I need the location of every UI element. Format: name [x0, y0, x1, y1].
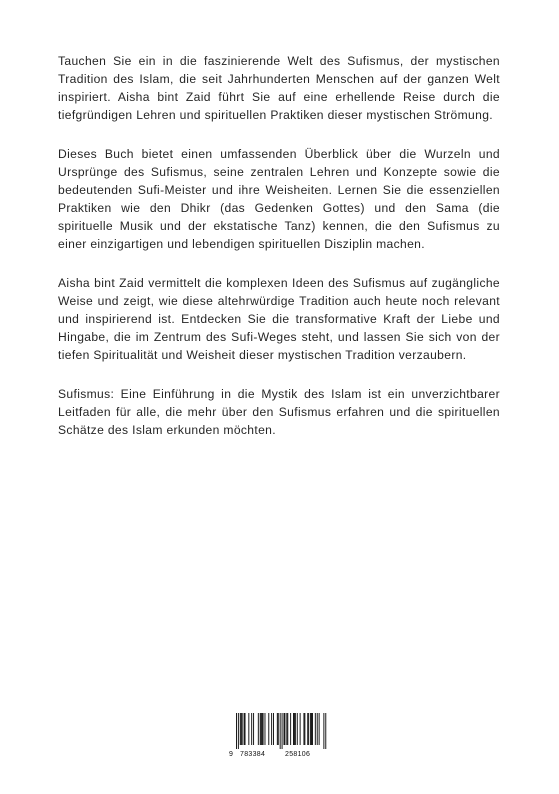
- barcode-bar: [273, 713, 274, 745]
- barcode-bar: [294, 713, 295, 745]
- barcode-bar: [300, 713, 301, 745]
- barcode-bar: [236, 713, 237, 749]
- blurb-text-block: [58, 52, 500, 460]
- barcode-bar: [311, 713, 312, 745]
- barcode-bar: [260, 713, 261, 745]
- barcode-bar: [319, 713, 320, 745]
- barcode-bar: [241, 713, 242, 745]
- barcode-bar: [295, 713, 296, 745]
- barcode-first-digit: 9: [229, 751, 234, 758]
- barcode-bar: [262, 713, 263, 745]
- barcode-bar: [293, 713, 294, 745]
- blurb-paragraph-2: Dieses Buch bietet einen umfassenden Überblick über die Wurzeln und Ursprünge des Sufismus, seine zentralen Lehren und Konzepte sowie die bedeutenden Sufi-Meister und ihre Weisheiten. Lernen Sie die essenziellen Praktiken wie den Dhikr (das Gedenken Gottes) und den Sama (die spirituelle Musik und der ekstatische Tanz) kennen, die den Sufismus zu einer einzigartigen und lebendigen spirituellen Disziplin machen.: [58, 147, 500, 251]
- barcode-digits: [229, 749, 328, 760]
- barcode-bar: [263, 713, 264, 745]
- barcode-bar: [265, 713, 266, 745]
- barcode-bar: [248, 713, 249, 745]
- barcode-bar: [286, 713, 287, 745]
- barcode-bar: [317, 713, 318, 745]
- barcode-bar: [304, 713, 305, 745]
- barcode-bar: [240, 713, 241, 745]
- barcode-bar: [268, 713, 269, 745]
- barcode-bar: [280, 713, 281, 749]
- barcode-bar: [310, 713, 311, 745]
- isbn-barcode: [229, 713, 328, 761]
- barcode-bar: [238, 713, 239, 749]
- barcode-bar: [261, 713, 262, 745]
- blurb-paragraph-4: Sufismus: Eine Einführung in die Mystik des Islam ist ein unverzichtbarer Leitfaden für alle, die mehr über den Sufismus erfahren und die spirituellen Schätze des Islam erkunden möchten.: [58, 387, 500, 437]
- barcode-bar: [242, 713, 243, 745]
- barcode-bar: [308, 713, 309, 745]
- barcode-bar: [290, 713, 291, 745]
- barcode-bar: [287, 713, 288, 745]
- blurb-paragraph-1: Tauchen Sie ein in die faszinierende Welt des Sufismus, der mystischen Tradition des Islam, die seit Jahrhunderten Menschen auf der ganzen Welt inspiriert. Aisha bint Zaid führt Sie auf eine erhellende Reise durch die tiefgründigen Lehren und spirituellen Praktiken dieser mystischen Strömung.: [58, 54, 500, 122]
- barcode-bar: [315, 713, 316, 745]
- barcode-right-group: 258106: [285, 751, 311, 758]
- barcode-bar: [251, 713, 252, 745]
- barcode-bar: [271, 713, 272, 745]
- barcode-bar: [303, 713, 304, 745]
- barcode-bar: [284, 713, 285, 745]
- barcode-bar: [325, 713, 326, 749]
- barcode-bar: [278, 713, 279, 745]
- barcode-bar: [312, 713, 313, 745]
- barcode-bar: [258, 713, 259, 745]
- barcode-bar: [244, 713, 245, 745]
- barcode-bars: [229, 713, 328, 749]
- barcode-left-group: 783384: [240, 751, 266, 758]
- blurb-paragraph-3: Aisha bint Zaid vermittelt die komplexen Ideen des Sufismus auf zugängliche Weise und zeigt, wie diese altehrwürdige Tradition auch heute noch relevant und inspirierend ist. Entdecken Sie die transformative Kraft der Liebe und Hingabe, die im Zentrum des Sufi-Weges steht, und lassen Sie sich von der tiefen Spiritualität und Weisheit dieser mystischen Tradition verzaubern.: [58, 276, 500, 362]
- barcode-bar: [245, 713, 246, 745]
- barcode-bar: [284, 713, 285, 745]
- barcode-bar: [282, 713, 283, 749]
- barcode-bar: [253, 713, 254, 745]
- barcode-bar: [277, 713, 278, 745]
- barcode-bar: [297, 713, 298, 745]
- barcode-bar: [323, 713, 324, 749]
- barcode-bar: [307, 713, 308, 745]
